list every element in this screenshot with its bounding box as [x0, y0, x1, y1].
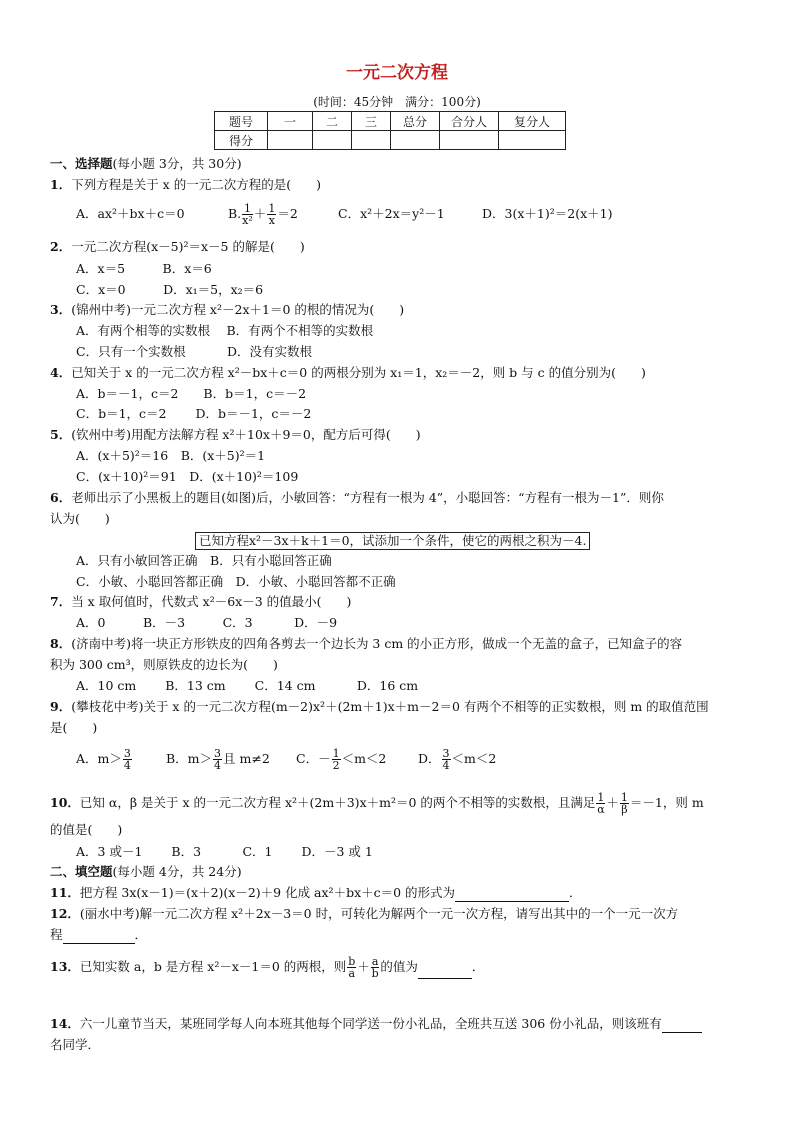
question-9: [50, 698, 709, 716]
question-number: 5．: [50, 427, 72, 442]
fraction: [620, 792, 629, 815]
q3-options-cd: C．只有一个实数根 D．没有实数根: [76, 344, 313, 359]
question-11: [50, 884, 582, 902]
question-6: [50, 489, 664, 507]
q7-options: A．0 B．－3 C．3 D．－9: [76, 615, 338, 630]
q2-options-ab: A．x＝5 B．x＝6: [76, 261, 212, 276]
question-2: [50, 238, 305, 256]
option-text: C．－: [296, 751, 331, 766]
question-4: [50, 364, 646, 382]
fraction-numerator: 3: [214, 747, 222, 760]
option-text: A．m＞: [76, 751, 122, 766]
score-header-cell: 一: [268, 112, 313, 131]
q9-option-d: [418, 748, 496, 771]
q9-option-a: [76, 748, 133, 771]
answer-blank[interactable]: [455, 887, 569, 902]
question-1: [50, 176, 321, 194]
q1-option-c: C．x²＋2x＝y²－1: [338, 206, 445, 221]
question-text: (济南中考)将一块正方形铁皮的四角各剪去一个边长为 3 cm 的小正方形，做成一个无盖的盒子，已知盒子的容: [71, 636, 683, 651]
fraction: [596, 792, 605, 815]
score-cell[interactable]: [268, 131, 313, 150]
blackboard-problem-box: 已知方程x²－3x＋k＋1＝0，试添加一个条件，使它的两根之积为－4.: [195, 532, 590, 550]
question-9-cont: 是( ): [50, 720, 98, 735]
fraction-numerator: 1: [332, 747, 340, 760]
q6-options-ab: A．只有小敏回答正确 B．只有小聪回答正确: [76, 553, 332, 568]
question-number: 4．: [50, 365, 72, 380]
score-header-cell: 二: [313, 112, 352, 131]
fraction-denominator: α: [597, 803, 605, 816]
fraction-denominator: 4: [214, 759, 222, 772]
question-8-cont: 积为 300 cm³，则原铁皮的边长为( ): [50, 657, 278, 672]
option-text: ＜m＜2: [341, 751, 387, 766]
score-header-cell: 复分人: [499, 112, 566, 131]
fraction-denominator: x²: [242, 214, 253, 227]
question-number: 1．: [50, 177, 72, 192]
section-note: (每小题 3分，共 30分): [112, 156, 242, 171]
q9-option-b: [166, 748, 270, 771]
score-header-cell: 三: [352, 112, 391, 131]
score-header-cell: 题号: [215, 112, 268, 131]
q9-option-c: [296, 748, 386, 771]
q8-options: A．10 cm B．13 cm C．14 cm D．16 cm: [76, 678, 419, 693]
question-14: [50, 1015, 702, 1033]
question-13: [50, 956, 484, 979]
answer-blank[interactable]: [418, 964, 472, 979]
question-text: 已知实数 a，b 是方程 x²－x－1＝0 的两根，则: [79, 959, 347, 974]
q1-option-b: [228, 203, 298, 226]
fraction: [267, 203, 276, 226]
option-text: 且 m≠2: [223, 751, 270, 766]
fraction-numerator: 3: [123, 747, 131, 760]
question-text: (攀枝花中考)关于 x 的一元二次方程(m－2)x²＋(2m＋1)x＋m－2＝0 有两个不相等的正实数根，则 m 的取值范围: [71, 699, 709, 714]
score-cell[interactable]: [440, 131, 499, 150]
q5-options-cd: C．(x＋10)²＝91 D．(x＋10)²＝109: [76, 469, 299, 484]
score-row-label: 得分: [215, 131, 268, 150]
score-header-cell: 总分: [391, 112, 440, 131]
score-table: [214, 111, 566, 150]
section-title: 一、选择题: [50, 156, 113, 171]
q10-options: A．3 或－1 B．3 C．1 D．－3 或 1: [76, 844, 373, 859]
question-3: [50, 301, 404, 319]
fraction-numerator: a: [371, 955, 379, 968]
question-text: 把方程 3x(x－1)＝(x＋2)(x－2)＋9 化成 ax²＋bx＋c＝0 的形式为: [79, 885, 456, 900]
q6-options-cd: C．小敏、小聪回答都正确 D．小敏、小聪回答都不正确: [76, 574, 396, 589]
answer-blank[interactable]: [63, 929, 135, 944]
question-number: 14．: [50, 1016, 80, 1031]
question-text: (钦州中考)用配方法解方程 x²＋10x＋9＝0，配方后可得( ): [71, 427, 421, 442]
score-cell[interactable]: [391, 131, 440, 150]
q3-options-ab: A．有两个相等的实数根 B．有两个不相等的实数根: [76, 323, 374, 338]
score-table-score-row: [215, 131, 566, 150]
q2-options-cd: C．x＝0 D．x₁＝5，x₂＝6: [76, 282, 264, 297]
option-label: B.: [228, 206, 242, 221]
q4-options-cd: C．b＝1，c＝2 D．b＝－1，c＝－2: [76, 406, 312, 421]
question-number: 8．: [50, 636, 72, 651]
fraction-denominator: 2: [332, 759, 340, 772]
fraction-numerator: 1: [620, 791, 628, 804]
question-number: 11．: [50, 885, 80, 900]
exam-info: (时间：45分钟 满分：100分): [313, 95, 481, 109]
question-number: 6．: [50, 490, 72, 505]
question-12: [50, 905, 678, 923]
section-title: 二、填空题: [50, 864, 113, 879]
fraction-denominator: 4: [442, 759, 450, 772]
fraction: [347, 956, 356, 979]
q1-option-d: D．3(x＋1)²＝2(x＋1): [482, 206, 613, 221]
question-number: 12．: [50, 906, 80, 921]
question-text: 已知 α，β 是关于 x 的一元二次方程 x²＋(2m＋3)x＋m²＝0 的两个不相等的实数根，且满足: [79, 795, 596, 810]
question-text: 已知关于 x 的一元二次方程 x²－bx＋c＝0 的两根分别为 x₁＝1，x₂＝－2，则 b 与 c 的值分别为( ): [71, 365, 646, 380]
question-number: 2．: [50, 239, 72, 254]
fraction-denominator: 4: [123, 759, 131, 772]
operator: ＋: [253, 206, 267, 221]
question-text: 老师出示了小黑板上的题目(如图)后，小敏回答：“方程有一根为 4”，小聪回答：“方程有一根为－1”．则你: [71, 490, 664, 505]
score-cell[interactable]: [499, 131, 566, 150]
question-text: (丽水中考)解一元二次方程 x²＋2x－3＝0 时，可转化为解两个一元一次方程，请写出其中的一个一元一次方: [79, 906, 679, 921]
question-7: [50, 593, 351, 611]
operator: ＋: [357, 959, 370, 974]
q1-option-a: A．ax²＋bx＋c＝0: [76, 206, 185, 221]
fraction-denominator: a: [348, 967, 356, 980]
option-text: ＜m＜2: [451, 751, 497, 766]
q5-options-ab: A．(x＋5)²＝16 B．(x＋5)²＝1: [76, 448, 266, 463]
question-number: 9．: [50, 699, 72, 714]
fraction: [123, 748, 132, 771]
score-header-cell: 合分人: [440, 112, 499, 131]
option-text: B．m＞: [166, 751, 213, 766]
option-text: ＝2: [277, 206, 298, 221]
question-6-cont: 认为( ): [50, 511, 110, 526]
question-number: 3．: [50, 302, 72, 317]
section-heading: [50, 155, 242, 173]
fraction-numerator: 1: [243, 202, 251, 215]
fraction: [213, 748, 222, 771]
fraction-numerator: b: [348, 955, 356, 968]
fraction-numerator: 3: [442, 747, 450, 760]
question-number: 13．: [50, 959, 80, 974]
question-text: 当 x 取何值时，代数式 x²－6x－3 的值最小( ): [71, 594, 352, 609]
question-8: [50, 635, 682, 653]
section-note: (每小题 4分，共 24分): [112, 864, 242, 879]
answer-blank[interactable]: [662, 1018, 702, 1033]
question-text: ．: [569, 885, 582, 900]
question-10: [50, 792, 704, 815]
section-heading: [50, 863, 242, 881]
question-text: 程: [50, 927, 63, 942]
fraction-numerator: 1: [268, 202, 276, 215]
score-cell[interactable]: [313, 131, 352, 150]
fraction-numerator: 1: [597, 791, 605, 804]
question-14-cont: 名同学．: [50, 1037, 101, 1052]
option-text: D．: [418, 751, 441, 766]
operator: ＋: [606, 795, 619, 810]
fraction: [371, 956, 380, 979]
question-text: 的值为: [380, 959, 418, 974]
fraction-denominator: x: [268, 214, 275, 227]
question-text: 六一儿童节当天，某班同学每人向本班其他每个同学送一份小礼品，全班共互送 306 份小礼品，则该班有: [79, 1016, 662, 1031]
fraction-denominator: β: [621, 803, 628, 816]
fraction-denominator: b: [371, 967, 379, 980]
question-10-cont: 的值是( ): [50, 822, 123, 837]
page-title: 一元二次方程: [346, 63, 448, 83]
q4-options-ab: A．b＝－1，c＝2 B．b＝1，c＝－2: [76, 386, 307, 401]
question-5: [50, 426, 421, 444]
question-text: 一元二次方程(x－5)²＝x－5 的解是( ): [71, 239, 305, 254]
question-12-cont: [50, 926, 147, 944]
question-text: ．: [471, 959, 485, 974]
question-text: ＝－1，则 m: [629, 795, 704, 810]
score-cell[interactable]: [352, 131, 391, 150]
question-number: 10．: [50, 795, 80, 810]
question-text: 下列方程是关于 x 的一元二次方程的是( ): [71, 177, 321, 192]
question-text: ．: [134, 927, 148, 942]
question-number: 7．: [50, 594, 72, 609]
fraction: [242, 203, 253, 226]
fraction: [442, 748, 451, 771]
question-text: (锦州中考)一元二次方程 x²－2x＋1＝0 的根的情况为( ): [71, 302, 405, 317]
score-table-header-row: [215, 112, 566, 131]
fraction: [332, 748, 341, 771]
